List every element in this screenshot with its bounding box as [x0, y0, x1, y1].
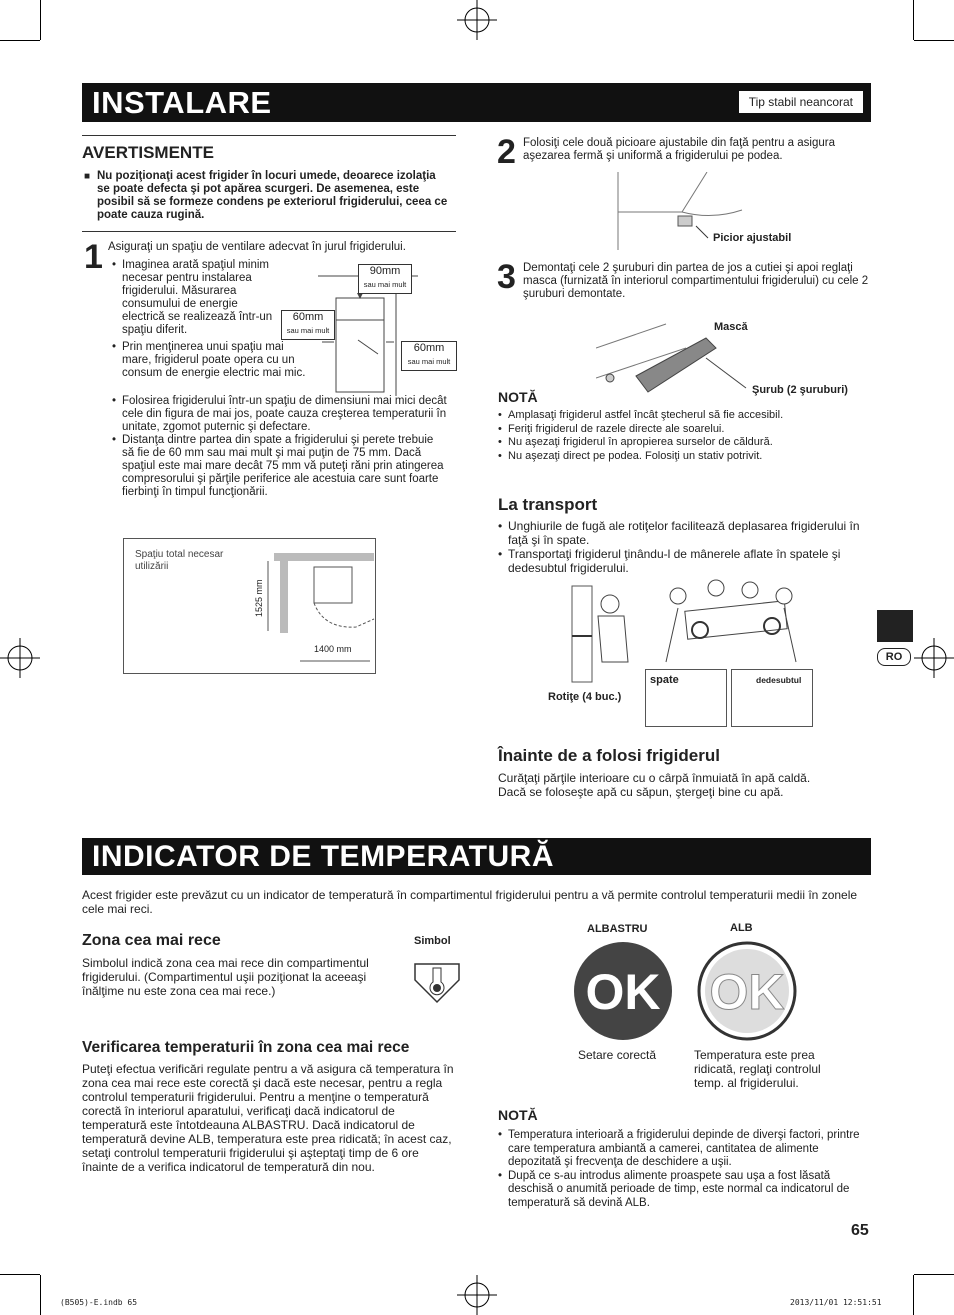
language-badge: RO	[877, 648, 911, 666]
crop-mark	[913, 1275, 914, 1315]
screw-label: Şurub (2 şuruburi)	[752, 384, 848, 396]
registration-mark	[457, 1275, 497, 1315]
crop-mark	[914, 1274, 954, 1275]
carry-drawing	[656, 578, 810, 668]
note1-list	[498, 409, 868, 463]
verify-text: Puteţi efectua verificări regulate pentru a vă asigura că temperatura în zona cea mai rece este corectă şi dacă este necesar, pentru a regla controlul temperaturii frigiderului. Pentru a menţine o temperatură corectă în interiorul aparatului, verificaţi dacă indicatorul de temperatură este întotdeauna ALBASTRU. Dacă indicatorul de temperatură devine ALB, temperatura este prea ridicată; în acest caz, setaţi controlul temperaturii frigiderului şi aşteptaţi timp de 6 ore înainte de a verifica indicatorul de temperatură din nou.	[82, 1062, 454, 1174]
blue-label: ALBASTRU	[587, 923, 648, 935]
back-label: spate	[650, 674, 679, 686]
dim-side2-label	[401, 341, 457, 371]
step1-bullets-b	[112, 341, 312, 380]
dim-top-label	[358, 264, 412, 294]
wheels-label: Rotiţe (4 buc.)	[548, 691, 622, 703]
note1-item: • Feriţi frigiderul de razele directe ale soarelui.	[498, 423, 868, 437]
crop-mark	[40, 0, 41, 40]
side-tab	[877, 610, 913, 642]
instalare-banner	[82, 83, 871, 122]
space-diagram	[123, 538, 376, 674]
note1-item: • Amplasaţi frigiderul astfel încât ştecherul să fie accesibil.	[498, 409, 868, 423]
temperature-intro: Acest frigider este prevăzut cu un indicator de temperatură în compartimentul frigiderului pentru a vă permite controlul temperaturii medii în zonele cele mai reci.	[82, 888, 858, 916]
step1-intro: Asiguraţi un spaţiu de ventilare adecvat în jurul frigiderului.	[108, 241, 406, 253]
width-label: 1400 mm	[314, 644, 352, 654]
registration-mark	[457, 0, 497, 40]
section-title-instalare: INSTALARE	[92, 85, 272, 120]
note2-item: • După ce s-au introdus alimente proaspete sau uşa a fost lăsată deschisă o anumită perioade de timp, este normal ca indicatorul de temperatură să devină ALB.	[498, 1170, 870, 1211]
step-number-3: 3	[497, 258, 516, 296]
step-number-2: 2	[497, 133, 516, 171]
step-number-1: 1	[84, 238, 103, 276]
height-label: 1525 mm	[254, 579, 264, 617]
before-use-text2: Dacă se foloseşte apă cu săpun, ştergeţi bine cu apă.	[498, 785, 784, 799]
note1-title: NOTĂ	[498, 389, 538, 405]
step1-bullet: • Prin menţinerea unui spaţiu mai mare, frigiderul poate opera cu un consum de energie electric mai mic.	[112, 341, 312, 380]
white-label: ALB	[730, 922, 753, 934]
dim-side1-label	[281, 310, 335, 340]
step1-bullets-c	[112, 395, 448, 499]
registration-mark	[914, 638, 954, 678]
ok-text: OK	[709, 964, 785, 1020]
transport-item: • Unghiurile de fugă ale rotiţelor facilitează deplasarea frigiderului în faţă şi în spate.	[498, 519, 874, 547]
crop-mark	[913, 0, 914, 40]
crop-mark	[40, 1275, 41, 1315]
mask-label: Mască	[714, 321, 748, 333]
crop-mark	[0, 1274, 40, 1275]
before-use-title: Înainte de a folosi frigiderul	[498, 746, 720, 765]
note2-item: • Temperatura interioară a frigiderului depinde de diverşi factori, printre care temperatura ambiantă a camerei, cantitatea de alimente depozitată şi frecvenţa de deschidere a uşii.	[498, 1129, 870, 1170]
blue-caption: Setare corectă	[578, 1048, 657, 1062]
back-handle-box	[645, 669, 727, 727]
crop-mark	[914, 40, 954, 41]
file-info: (B505)-E.indb 65	[60, 1298, 138, 1307]
coldest-text: Simbolul indică zona cea mai rece din compartimentul frigiderului. (Compartimentul uşii poziţionat la aceeaşi înălţime nu este zona cea mai rece.)	[82, 956, 369, 998]
wheels-drawing	[568, 582, 648, 686]
coldest-zone-symbol-icon	[411, 958, 463, 1006]
transport-title: La transport	[498, 495, 598, 514]
step1-bullet: • Imaginea arată spaţiul minim necesar pentru instalarea frigiderului. Măsurarea consumului de energie electrică se realizează într-un spaţiu diferit.	[112, 259, 276, 337]
before-use-text1: Curăţaţi părţile interioare cu o cârpă înmuiată în apă caldă.	[498, 771, 811, 785]
dim-qualifier: sau mai mult	[363, 280, 407, 289]
step2-text: Folosiţi cele două picioare ajustabile din faţă pentru a asigura aşezarea fermă şi uniformă a frigiderului pe podea.	[523, 137, 835, 162]
ok-indicator-white-icon	[696, 940, 798, 1042]
step1-bullet: • Folosirea frigiderului într-un spaţiu de dimensiuni mai mici decât cele din figura de mai jos, poate cauza creşterea temperaturii în unitate, zgomot puternic şi defectare.	[112, 395, 448, 434]
symbol-label: Simbol	[414, 935, 451, 947]
divider	[82, 231, 456, 232]
under-handle-box	[731, 669, 813, 727]
white-caption: Temperatura este prea ridicată, reglaţi controlul temp. al frigiderului.	[694, 1048, 821, 1090]
page-number: 65	[851, 1222, 869, 1239]
temperature-banner	[82, 838, 871, 875]
verify-title: Verificarea temperaturii în zona cea mai rece	[82, 1039, 410, 1056]
transport-list	[498, 519, 874, 575]
dim-qualifier: sau mai mult	[407, 357, 451, 366]
section-title-temperature: INDICATOR DE TEMPERATURĂ	[92, 840, 554, 873]
step3-text: Demontaţi cele 2 şuruburi din partea de jos a cutiei şi apoi reglaţi masca (furnizată în interiorul compartimentului frigiderului) cu cele 2 şuruburi demontate.	[523, 262, 869, 300]
note2-list	[498, 1129, 870, 1210]
coldest-title: Zona cea mai rece	[82, 932, 221, 949]
type-tag: Tip stabil neancorat	[739, 91, 863, 113]
dim-top-value: 90mm	[369, 265, 401, 277]
ok-text: OK	[585, 964, 661, 1020]
square-bullet-icon: ■	[84, 171, 91, 182]
under-label: dedesubtul	[756, 675, 802, 685]
note1-item: • Nu aşezaţi frigiderul în apropierea surselor de căldură.	[498, 436, 868, 450]
crop-mark	[0, 40, 40, 41]
registration-mark	[0, 638, 40, 678]
before-use-body	[498, 771, 874, 799]
note2-title: NOTĂ	[498, 1107, 538, 1123]
ok-indicator-blue-icon	[572, 940, 674, 1042]
divider	[82, 135, 456, 136]
warnings-title: AVERTISMENTE	[82, 143, 214, 162]
transport-item: • Transportaţi frigiderul ţinându-l de mânerele aflate în spatele şi dedesubtul frigiderului.	[498, 547, 874, 575]
step1-bullet: • Distanţa dintre partea din spate a frigiderului şi perete trebuie să fie de 60 mm sau mai mult şi mai puţin de 75 mm. Dacă spaţiul este mai mare decât 75 mm vă puteţi răni prin atingerea compresorului şi părţile periferice ale acestuia care sunt foarte fierbinţi în timpul funcţionării.	[112, 434, 448, 499]
dim-side1-value: 60mm	[292, 311, 324, 323]
foot-label: Picior ajustabil	[713, 232, 792, 244]
warnings-text: Nu poziţionaţi acest frigider în locuri umede, deoarece izolaţia se poate defecta şi pot apărea scurgeri. De asemenea, este posibil să se formeze condens pe exteriorul frigiderului, ceea ce poate cauza rugină.	[97, 170, 448, 221]
dim-side2-value: 60mm	[413, 342, 445, 354]
space-label: Spaţiu total necesar utilizării	[135, 549, 224, 572]
timestamp: 2013/11/01 12:51:51	[790, 1298, 882, 1307]
note1-item: • Nu aşezaţi direct pe podea. Folosiţi un stativ potrivit.	[498, 450, 868, 464]
dim-qualifier: sau mai mult	[286, 326, 330, 335]
step1-bullets-a	[112, 259, 276, 337]
